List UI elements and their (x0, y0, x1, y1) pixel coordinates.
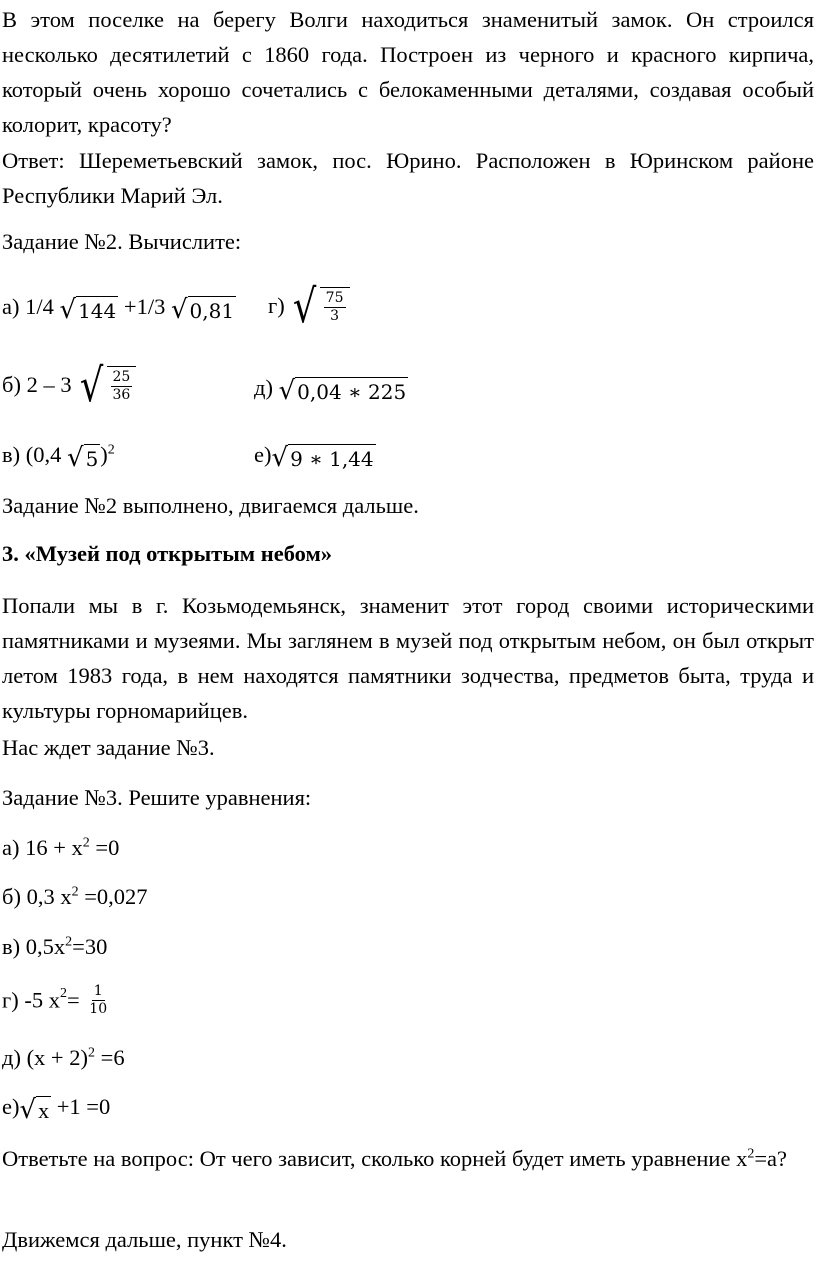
sqrt-0-04-times-225: √ 0,04 ∗ 225 (278, 376, 407, 407)
paragraph-question: Ответьте на вопрос: От чего зависит, сколько корней будет иметь уравнение $x^2=a$? (2, 1146, 788, 1171)
sqrt-25-over-36: √ $\frac{25}{36}$ (77, 362, 136, 408)
task2-item-a: а) 1/4 √ 144 +1/3 √ 0,81 (2, 294, 235, 326)
task3-item-b: б) 0,3 $x^2 =0,027$ (2, 884, 148, 909)
sqrt-144: √ 144 (59, 295, 117, 326)
sqrt-9-times-1-44: √ 9 ∗ 1,44 (271, 443, 374, 474)
paragraph-museum: Попали мы в г. Козьмодемьянск, знаменит этот город своими историческими памятниками и музеями. Мы заглянем в музей под открытым небом, он был открыт летом 1983 года, в нем находятся памятники зодчества, предметов быта, труда и культуры горномарийцев. (2, 593, 814, 723)
task2-item-e: е)√ 9 ∗ 1,44 (254, 442, 374, 474)
task2-title: Задание №2. Вычислите: (2, 229, 242, 254)
fraction-1-over-10: $\frac{1}{10}$ (89, 983, 108, 1017)
section3-title: 3. «Музей под открытым небом» (2, 541, 333, 566)
task2-item-v: в) (0,4 √ 5)$^2$ (2, 442, 115, 474)
task2-item-b: б) 2 – 3 √ $\frac{25}{36}$ (2, 362, 136, 408)
task3-item-e: е)√x +1 =0 (2, 1094, 111, 1126)
task3-item-g: г) -5 $x^2=$ $\frac{1}{10}$ (2, 983, 111, 1018)
paragraph-castle-riddle: В этом поселке на берегу Волги находиться знаменитый замок. Он строился несколько десятилетий с 1860 года. Построен из черного и красного кирпича, который очень хорошо сочетались с белокаменными деталями, создавая особый колорит, красоту? (2, 7, 814, 137)
task3-item-v: в) $0,5x^2=30$ (2, 934, 108, 959)
sqrt-5: √ 5 (66, 443, 99, 474)
sqrt-75-over-3: √ $\frac{75}{3}$ (290, 283, 349, 329)
sqrt-x: √x (19, 1095, 50, 1126)
task2-item-d: д) √ 0,04 ∗ 225 (254, 375, 407, 407)
sqrt-0-81: √ 0,81 (170, 295, 235, 326)
task3-item-a: а) $16 + x^2 =0$ (2, 835, 120, 860)
task2-item-g: г) √ $\frac{75}{3}$ (268, 283, 350, 329)
task2-done: Задание №2 выполнено, двигаемся дальше. (2, 493, 419, 518)
task3-item-d: д) $(x + 2)^2 =6$ (2, 1045, 125, 1070)
next-step: Движемся дальше, пункт №4. (2, 1227, 287, 1252)
task3-intro: Нас ждет задание №3. (2, 735, 215, 760)
paragraph-answer: Ответ: Шереметьевский замок, пос. Юрино. Расположен в Юринском районе Республики Марий Эл. (2, 148, 814, 208)
task3-title: Задание №3. Решите уравнения: (2, 785, 312, 810)
